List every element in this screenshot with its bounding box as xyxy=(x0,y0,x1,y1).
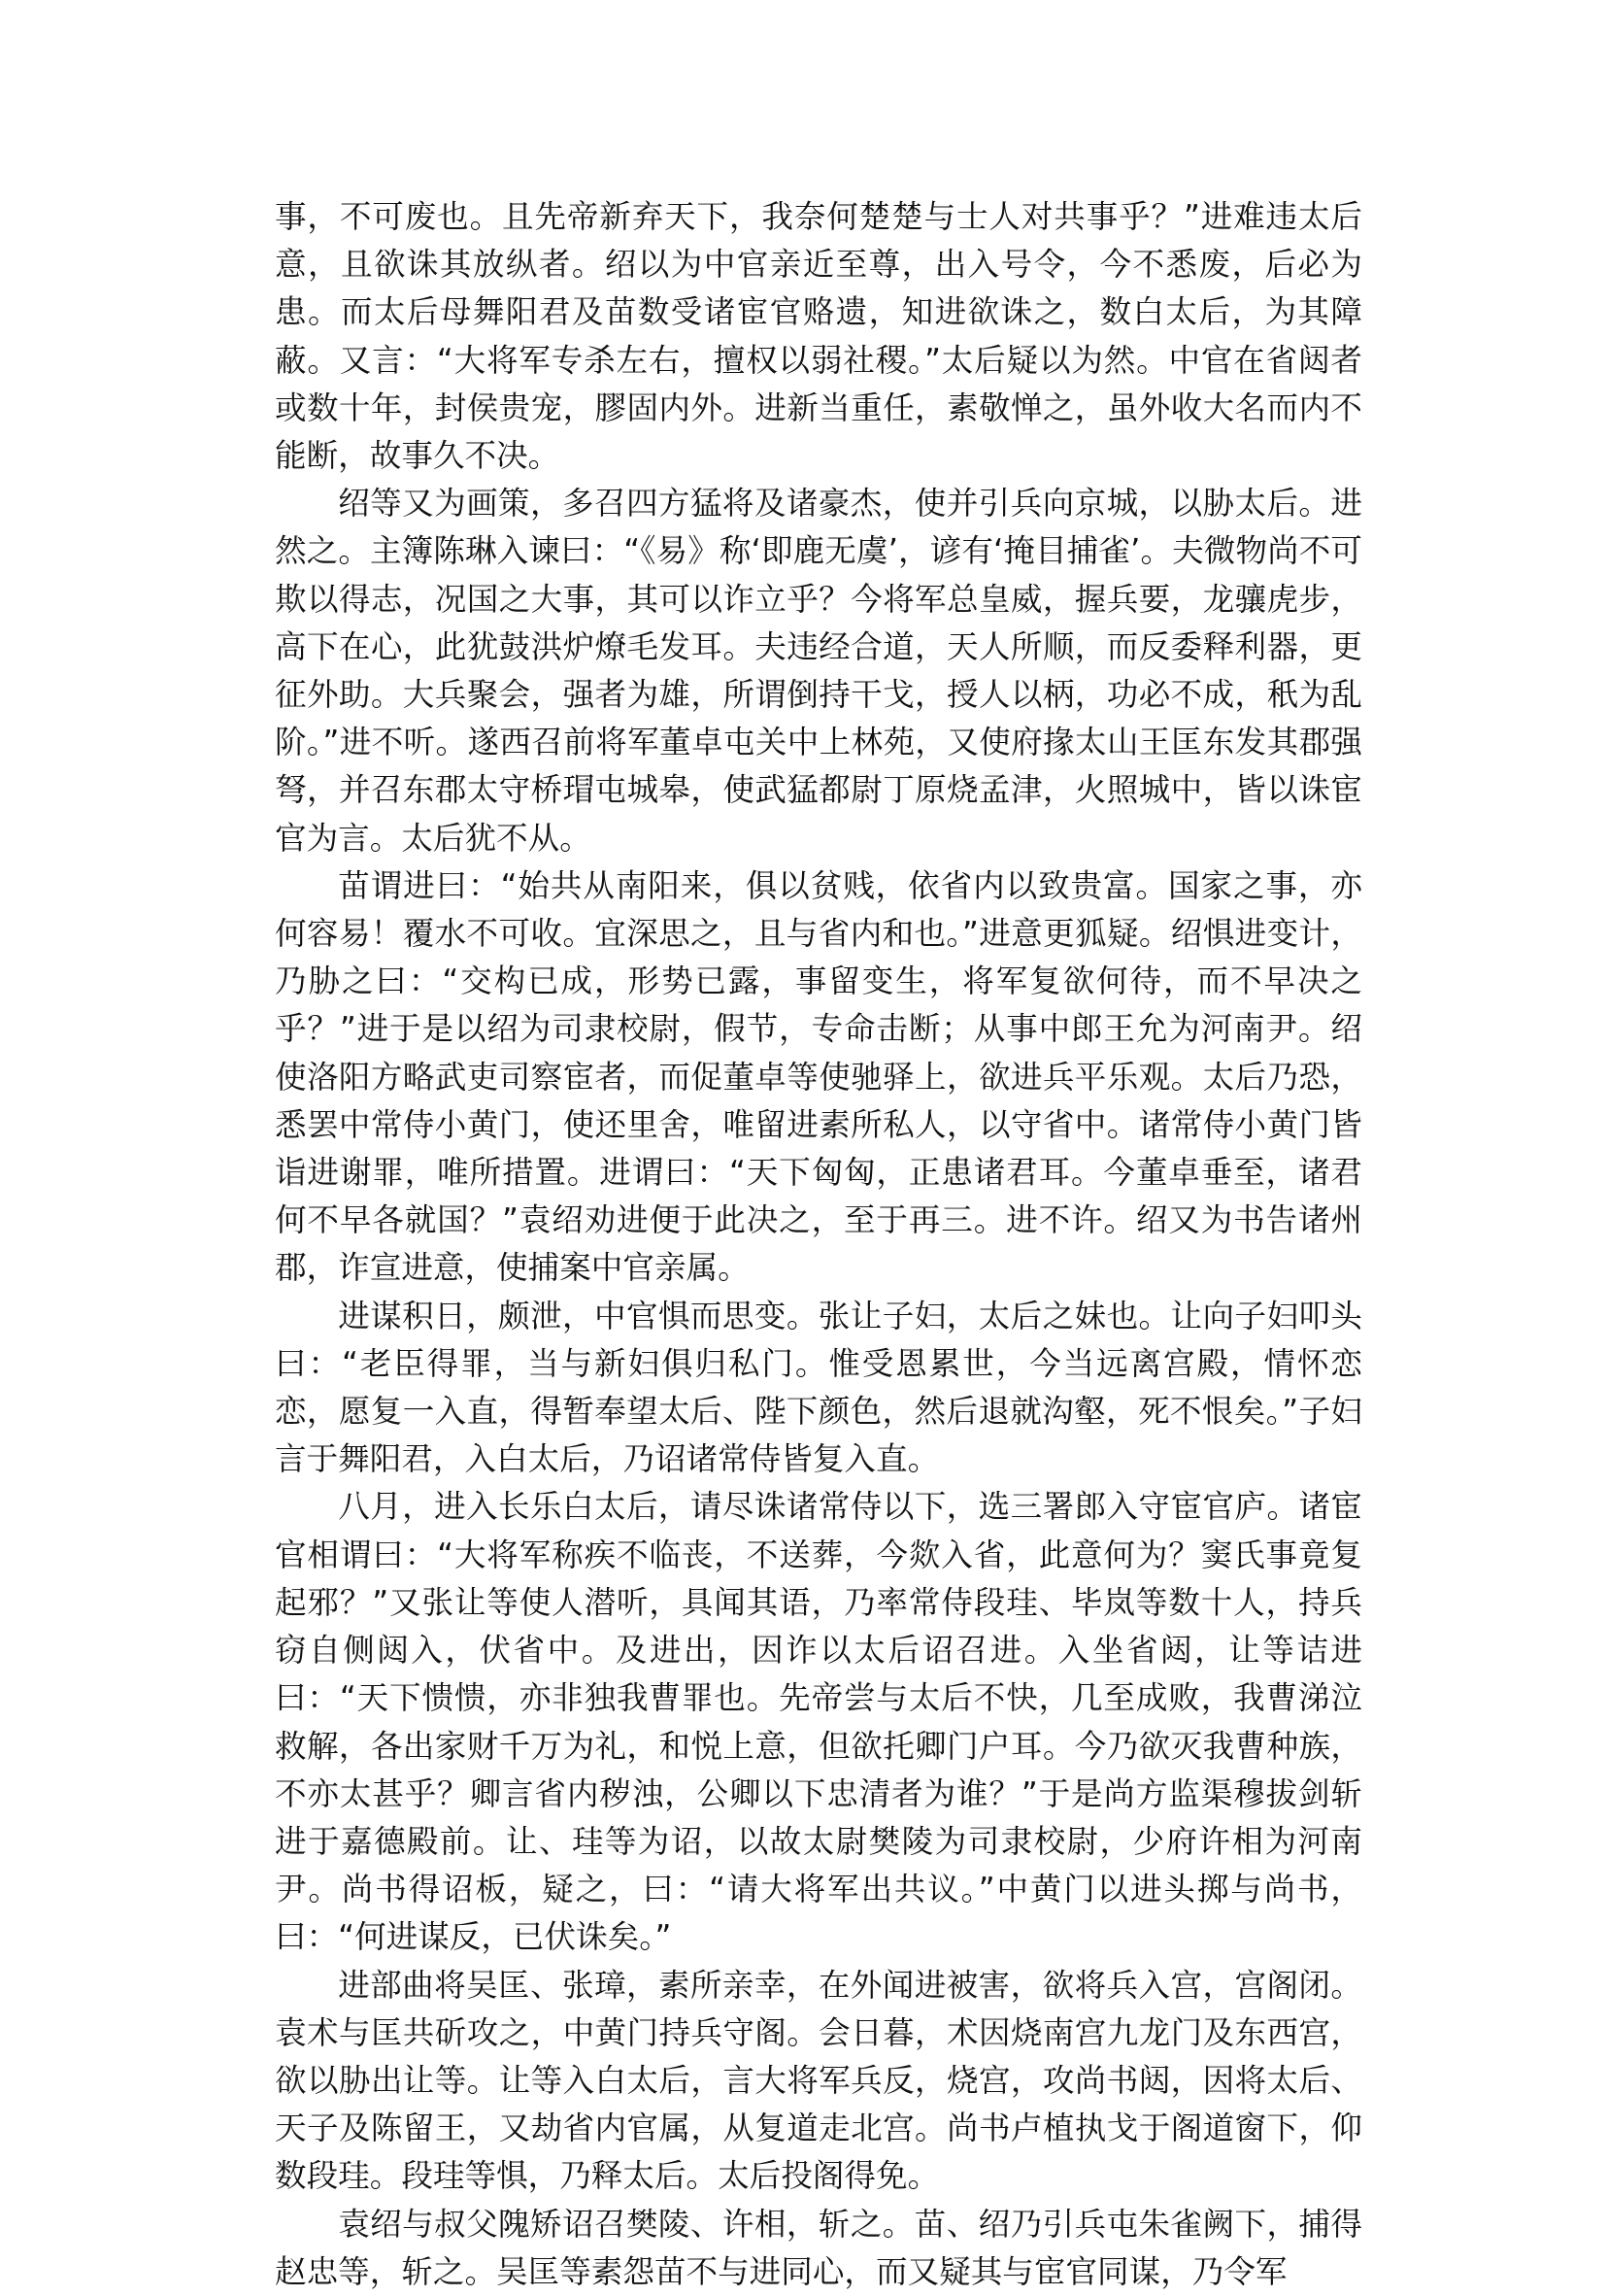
paragraph-2: 绍等又为画策，多召四方猛将及诸豪杰，使并引兵向京城，以胁太后。进然之。主簿陈琳入谏曰：“《易》称‘即鹿无虞’，谚有‘掩目捕雀’。夫微物尚不可欺以得志，况国之大事，其可以诈立乎？今将军总皇威，握兵要，龙骧虎步，高下在心，此犹鼓洪炉燎毛发耳。夫违经合道，天人所顺，而反委释利器，更征外助。大兵聚会，强者为雄，所谓倒持干戈，授人以柄，功必不成，秖为乱阶。”进不听。遂西召前将军董卓屯关中上林苑，又使府掾太山王匡东发其郡强弩，并召东郡太守桥瑁屯城皋，使武猛都尉丁原烧孟津，火照城中，皆以诛宦官为言。太后犹不从。 xyxy=(275,485,1362,857)
paragraph-5: 八月，进入长乐白太后，请尽诛诸常侍以下，选三署郎入守宦官庐。诸宦官相谓曰：“大将军称疾不临丧，不送葬，今欻入省，此意何为？窦氏事竟复起邪？”又张让等使人潜听，具闻其语，乃率常侍段珪、毕岚等数十人，持兵窃自侧闼入，伏省中。及进出，因诈以太后诏召进。入坐省闼，让等诘进曰：“天下愦愦，亦非独我曹罪也。先帝尝与太后不快，几至成败，我曹涕泣救解，各出家财千万为礼，和悦上意，但欲托卿门户耳。今乃欲灭我曹种族，不亦太甚乎？卿言省内秽浊，公卿以下忠清者为谁？”于是尚方监渠穆拔剑斩进于嘉德殿前。让、珪等为诏，以故太尉樊陵为司隶校尉，少府许相为河南尹。尚书得诏板，疑之，曰：“请大将军出共议。”中黄门以进头掷与尚书，曰：“何进谋反，已伏诛矣。” xyxy=(275,1488,1362,1956)
paragraph-6: 进部曲将吴匡、张璋，素所亲幸，在外闻进被害，欲将兵入宫，宫阁闭。袁术与匡共斫攻之，中黄门持兵守阁。会日暮，术因烧南宫九龙门及东西宫，欲以胁出让等。让等入白太后，言大将军兵反，烧宫，攻尚书闼，因将太后、天子及陈留王，又劫省内官属，从复道走北宫。尚书卢植执戈于阁道窗下，仰数段珪。段珪等惧，乃释太后。太后投阁得免。 xyxy=(275,1966,1362,2195)
paragraph-1: 事，不可废也。且先帝新弃天下，我奈何楚楚与士人对共事乎？”进难违太后意，且欲诛其放纵者。绍以为中官亲近至尊，出入号令，今不悉废，后必为患。而太后母舞阳君及苗数受诸宦官赂遗，知进欲诛之，数白太后，为其障蔽。又言：“大将军专杀左右，擅权以弱社稷。”太后疑以为然。中官在省闼者或数十年，封侯贵宠，膠固内外。进新当重任，素敬惮之，虽外收大名而内不能断，故事久不决。 xyxy=(275,198,1362,475)
paragraph-3: 苗谓进曰：“始共从南阳来，俱以贫贱，依省内以致贵富。国家之事，亦何容易！覆水不可收。宜深思之，且与省内和也。”进意更狐疑。绍惧进变计，乃胁之曰：“交构已成，形势已露，事留变生，将军复欲何待，而不早决之乎？”进于是以绍为司隶校尉，假节，专命击断；从事中郎王允为河南尹。绍使洛阳方略武吏司察宦者，而促董卓等使驰驿上，欲进兵平乐观。太后乃恐，悉罢中常侍小黄门，使还里舍，唯留进素所私人，以守省中。诸常侍小黄门皆诣进谢罪，唯所措置。进谓曰：“天下匈匈，正患诸君耳。今董卓垂至，诸君何不早各就国？”袁绍劝进便于此决之，至于再三。进不许。绍又为书告诸州郡，诈宣进意，使捕案中官亲属。 xyxy=(275,866,1362,1287)
paragraph-4: 进谋积日，颇泄，中官惧而思变。张让子妇，太后之妹也。让向子妇叩头曰：“老臣得罪，当与新妇俱归私门。惟受恩累世，今当远离宫殿，情怀恋恋，愿复一入直，得暂奉望太后、陛下颜色，然后退就沟壑，死不恨矣。”子妇言于舞阳君，入白太后，乃诏诸常侍皆复入直。 xyxy=(275,1297,1362,1478)
paragraph-7: 袁绍与叔父隗矫诏召樊陵、许相，斩之。苗、绍乃引兵屯朱雀阙下，捕得赵忠等，斩之。吴匡等素怨苗不与进同心，而又疑其与宦官同谋，乃令军 xyxy=(275,2205,1362,2290)
text-body xyxy=(275,193,1362,2296)
